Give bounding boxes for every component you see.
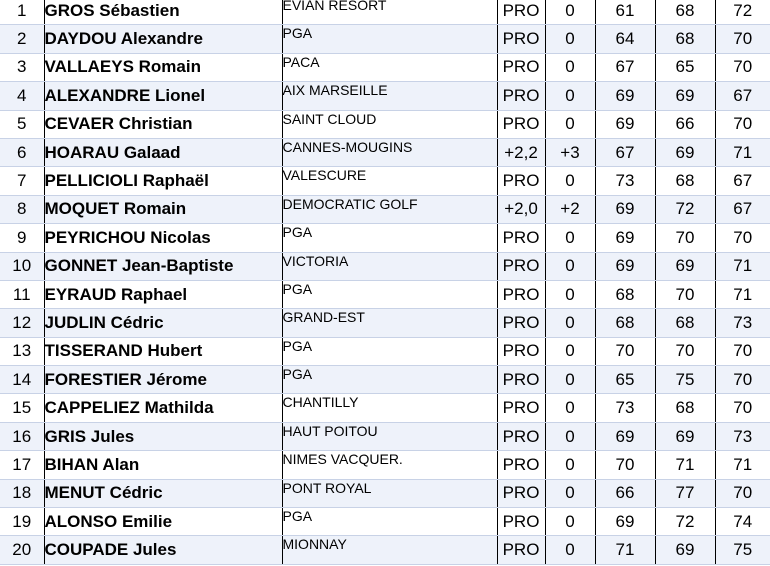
club-cell: PGA bbox=[282, 280, 497, 308]
table-row bbox=[0, 53, 770, 81]
round-1-score-cell: 69 bbox=[595, 82, 655, 110]
round-1-score-cell: 65 bbox=[595, 366, 655, 394]
status-cell: PRO bbox=[497, 167, 545, 195]
round-3-score-cell: 73 bbox=[715, 422, 770, 450]
round-2-score-cell: 70 bbox=[655, 337, 715, 365]
status-cell: PRO bbox=[497, 366, 545, 394]
round-2-score-cell: 68 bbox=[655, 394, 715, 422]
status-cell: PRO bbox=[497, 536, 545, 564]
round-2-score-cell: 69 bbox=[655, 422, 715, 450]
club-cell: PGA bbox=[282, 366, 497, 394]
round-1-score-cell: 70 bbox=[595, 337, 655, 365]
round-3-score-cell: 70 bbox=[715, 110, 770, 138]
club-cell: EVIAN RESORT bbox=[282, 0, 497, 25]
player-name-cell: CEVAER Christian bbox=[44, 110, 282, 138]
handicap-cell: 0 bbox=[545, 0, 595, 25]
player-name-cell: EYRAUD Raphael bbox=[44, 280, 282, 308]
round-1-score-cell: 68 bbox=[595, 309, 655, 337]
round-2-score-cell: 66 bbox=[655, 110, 715, 138]
round-3-score-cell: 70 bbox=[715, 53, 770, 81]
player-name-cell: CAPPELIEZ Mathilda bbox=[44, 394, 282, 422]
rank-cell: 12 bbox=[0, 309, 44, 337]
rank-cell: 15 bbox=[0, 394, 44, 422]
club-cell: SAINT CLOUD bbox=[282, 110, 497, 138]
handicap-cell: +2 bbox=[545, 195, 595, 223]
round-3-score-cell: 71 bbox=[715, 280, 770, 308]
table-row bbox=[0, 394, 770, 422]
rank-cell: 13 bbox=[0, 337, 44, 365]
handicap-cell: 0 bbox=[545, 366, 595, 394]
table-row bbox=[0, 82, 770, 110]
status-cell: PRO bbox=[497, 337, 545, 365]
round-2-score-cell: 72 bbox=[655, 508, 715, 536]
player-name-cell: COUPADE Jules bbox=[44, 536, 282, 564]
round-3-score-cell: 71 bbox=[715, 252, 770, 280]
status-cell: PRO bbox=[497, 224, 545, 252]
status-cell: PRO bbox=[497, 25, 545, 53]
status-cell: PRO bbox=[497, 394, 545, 422]
round-1-score-cell: 73 bbox=[595, 167, 655, 195]
club-cell: GRAND-EST bbox=[282, 309, 497, 337]
club-cell: CANNES-MOUGINS bbox=[282, 138, 497, 166]
round-1-score-cell: 69 bbox=[595, 508, 655, 536]
club-cell: PGA bbox=[282, 25, 497, 53]
rank-cell: 6 bbox=[0, 138, 44, 166]
table-row bbox=[0, 508, 770, 536]
round-3-score-cell: 73 bbox=[715, 309, 770, 337]
player-name-cell: PEYRICHOU Nicolas bbox=[44, 224, 282, 252]
club-cell: CHANTILLY bbox=[282, 394, 497, 422]
handicap-cell: 0 bbox=[545, 110, 595, 138]
round-1-score-cell: 68 bbox=[595, 280, 655, 308]
round-3-score-cell: 67 bbox=[715, 167, 770, 195]
player-name-cell: ALONSO Emilie bbox=[44, 508, 282, 536]
status-cell: PRO bbox=[497, 53, 545, 81]
club-cell: PONT ROYAL bbox=[282, 479, 497, 507]
table-row bbox=[0, 451, 770, 479]
player-name-cell: GRIS Jules bbox=[44, 422, 282, 450]
round-1-score-cell: 69 bbox=[595, 422, 655, 450]
club-cell: PGA bbox=[282, 508, 497, 536]
rank-cell: 7 bbox=[0, 167, 44, 195]
round-3-score-cell: 70 bbox=[715, 479, 770, 507]
round-2-score-cell: 69 bbox=[655, 252, 715, 280]
club-cell: HAUT POITOU bbox=[282, 422, 497, 450]
player-name-cell: DAYDOU Alexandre bbox=[44, 25, 282, 53]
status-cell: PRO bbox=[497, 451, 545, 479]
table-row bbox=[0, 479, 770, 507]
round-2-score-cell: 75 bbox=[655, 366, 715, 394]
table-row bbox=[0, 252, 770, 280]
handicap-cell: 0 bbox=[545, 451, 595, 479]
status-cell: PRO bbox=[497, 422, 545, 450]
round-2-score-cell: 68 bbox=[655, 309, 715, 337]
rank-cell: 14 bbox=[0, 366, 44, 394]
rank-cell: 20 bbox=[0, 536, 44, 564]
handicap-cell: 0 bbox=[545, 252, 595, 280]
table-row bbox=[0, 224, 770, 252]
round-3-score-cell: 75 bbox=[715, 536, 770, 564]
player-name-cell: JUDLIN Cédric bbox=[44, 309, 282, 337]
handicap-cell: 0 bbox=[545, 224, 595, 252]
table-row bbox=[0, 366, 770, 394]
handicap-cell: +3 bbox=[545, 138, 595, 166]
rank-cell: 9 bbox=[0, 224, 44, 252]
club-cell: PGA bbox=[282, 337, 497, 365]
status-cell: +2,2 bbox=[497, 138, 545, 166]
club-cell: AIX MARSEILLE bbox=[282, 82, 497, 110]
handicap-cell: 0 bbox=[545, 82, 595, 110]
handicap-cell: 0 bbox=[545, 508, 595, 536]
handicap-cell: 0 bbox=[545, 280, 595, 308]
club-cell: NIMES VACQUER. bbox=[282, 451, 497, 479]
status-cell: +2,0 bbox=[497, 195, 545, 223]
round-2-score-cell: 70 bbox=[655, 224, 715, 252]
rank-cell: 11 bbox=[0, 280, 44, 308]
status-cell: PRO bbox=[497, 110, 545, 138]
rank-cell: 19 bbox=[0, 508, 44, 536]
table-row bbox=[0, 167, 770, 195]
handicap-cell: 0 bbox=[545, 25, 595, 53]
round-1-score-cell: 67 bbox=[595, 138, 655, 166]
handicap-cell: 0 bbox=[545, 536, 595, 564]
club-cell: DEMOCRATIC GOLF bbox=[282, 195, 497, 223]
rank-cell: 17 bbox=[0, 451, 44, 479]
table-row bbox=[0, 337, 770, 365]
player-name-cell: BIHAN Alan bbox=[44, 451, 282, 479]
status-cell: PRO bbox=[497, 508, 545, 536]
table-row bbox=[0, 195, 770, 223]
table-row bbox=[0, 110, 770, 138]
player-name-cell: PELLICIOLI Raphaël bbox=[44, 167, 282, 195]
round-1-score-cell: 70 bbox=[595, 451, 655, 479]
status-cell: PRO bbox=[497, 280, 545, 308]
handicap-cell: 0 bbox=[545, 394, 595, 422]
club-cell: PGA bbox=[282, 224, 497, 252]
table-row bbox=[0, 138, 770, 166]
rank-cell: 16 bbox=[0, 422, 44, 450]
club-cell: MIONNAY bbox=[282, 536, 497, 564]
status-cell: PRO bbox=[497, 479, 545, 507]
player-name-cell: GROS Sébastien bbox=[44, 0, 282, 25]
player-name-cell: HOARAU Galaad bbox=[44, 138, 282, 166]
round-2-score-cell: 77 bbox=[655, 479, 715, 507]
round-2-score-cell: 65 bbox=[655, 53, 715, 81]
status-cell: PRO bbox=[497, 0, 545, 25]
round-1-score-cell: 71 bbox=[595, 536, 655, 564]
round-3-score-cell: 70 bbox=[715, 25, 770, 53]
round-1-score-cell: 69 bbox=[595, 195, 655, 223]
rank-cell: 3 bbox=[0, 53, 44, 81]
round-3-score-cell: 71 bbox=[715, 451, 770, 479]
round-3-score-cell: 70 bbox=[715, 366, 770, 394]
round-1-score-cell: 69 bbox=[595, 224, 655, 252]
round-2-score-cell: 69 bbox=[655, 82, 715, 110]
round-2-score-cell: 68 bbox=[655, 167, 715, 195]
handicap-cell: 0 bbox=[545, 309, 595, 337]
handicap-cell: 0 bbox=[545, 167, 595, 195]
rank-cell: 8 bbox=[0, 195, 44, 223]
player-name-cell: ALEXANDRE Lionel bbox=[44, 82, 282, 110]
round-3-score-cell: 67 bbox=[715, 82, 770, 110]
handicap-cell: 0 bbox=[545, 422, 595, 450]
round-1-score-cell: 73 bbox=[595, 394, 655, 422]
rank-cell: 10 bbox=[0, 252, 44, 280]
rank-cell: 18 bbox=[0, 479, 44, 507]
rank-cell: 4 bbox=[0, 82, 44, 110]
handicap-cell: 0 bbox=[545, 479, 595, 507]
status-cell: PRO bbox=[497, 82, 545, 110]
round-2-score-cell: 68 bbox=[655, 25, 715, 53]
club-cell: VICTORIA bbox=[282, 252, 497, 280]
round-2-score-cell: 68 bbox=[655, 0, 715, 25]
player-name-cell: GONNET Jean-Baptiste bbox=[44, 252, 282, 280]
player-name-cell: MOQUET Romain bbox=[44, 195, 282, 223]
rank-cell: 1 bbox=[0, 0, 44, 25]
round-3-score-cell: 74 bbox=[715, 508, 770, 536]
round-3-score-cell: 70 bbox=[715, 394, 770, 422]
round-3-score-cell: 70 bbox=[715, 337, 770, 365]
round-2-score-cell: 69 bbox=[655, 536, 715, 564]
round-1-score-cell: 66 bbox=[595, 479, 655, 507]
rank-cell: 2 bbox=[0, 25, 44, 53]
round-2-score-cell: 71 bbox=[655, 451, 715, 479]
rank-cell: 5 bbox=[0, 110, 44, 138]
club-cell: PACA bbox=[282, 53, 497, 81]
table-row bbox=[0, 280, 770, 308]
status-cell: PRO bbox=[497, 252, 545, 280]
round-1-score-cell: 69 bbox=[595, 110, 655, 138]
table-row bbox=[0, 536, 770, 564]
round-1-score-cell: 64 bbox=[595, 25, 655, 53]
round-3-score-cell: 72 bbox=[715, 0, 770, 25]
club-cell: VALESCURE bbox=[282, 167, 497, 195]
handicap-cell: 0 bbox=[545, 53, 595, 81]
table-row bbox=[0, 309, 770, 337]
table-row bbox=[0, 422, 770, 450]
handicap-cell: 0 bbox=[545, 337, 595, 365]
table-row bbox=[0, 25, 770, 53]
player-name-cell: FORESTIER Jérome bbox=[44, 366, 282, 394]
player-name-cell: MENUT Cédric bbox=[44, 479, 282, 507]
round-1-score-cell: 67 bbox=[595, 53, 655, 81]
round-2-score-cell: 72 bbox=[655, 195, 715, 223]
round-1-score-cell: 69 bbox=[595, 252, 655, 280]
player-name-cell: TISSERAND Hubert bbox=[44, 337, 282, 365]
player-name-cell: VALLAEYS Romain bbox=[44, 53, 282, 81]
status-cell: PRO bbox=[497, 309, 545, 337]
round-2-score-cell: 70 bbox=[655, 280, 715, 308]
round-1-score-cell: 61 bbox=[595, 0, 655, 25]
round-3-score-cell: 71 bbox=[715, 138, 770, 166]
round-2-score-cell: 69 bbox=[655, 138, 715, 166]
table-row bbox=[0, 0, 770, 25]
round-3-score-cell: 70 bbox=[715, 224, 770, 252]
round-3-score-cell: 67 bbox=[715, 195, 770, 223]
